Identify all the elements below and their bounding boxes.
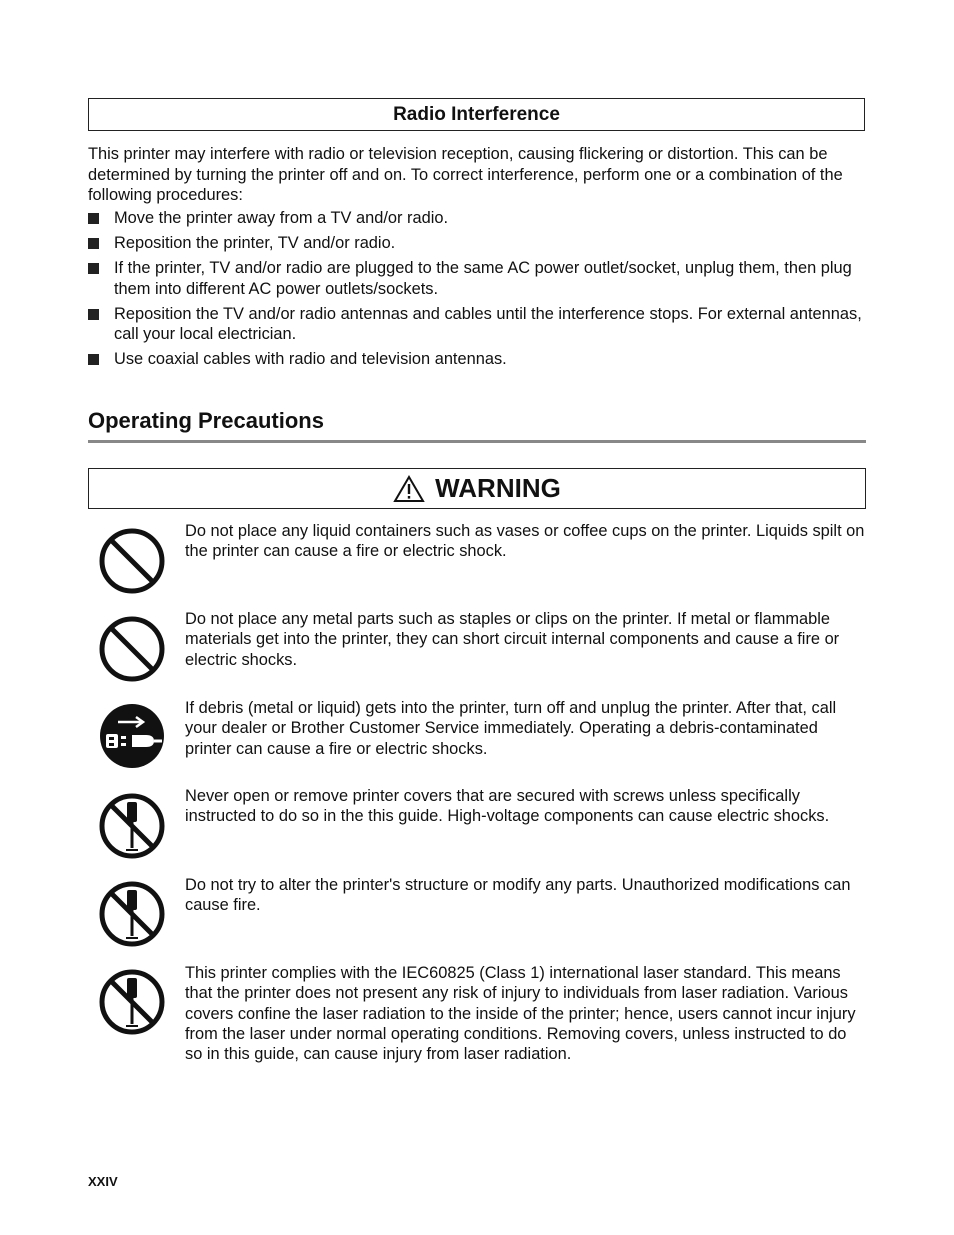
no-disassembly-icon — [98, 968, 166, 1036]
precaution-text: If debris (metal or liquid) gets into the printer, turn off and unplug the printer. After that, call your dealer or Brother Customer Service immediately. Operating a debris-contaminated printer can cause a fire or electric shocks. — [185, 699, 837, 758]
warning-triangle-icon — [393, 475, 425, 503]
operating-precautions-title: Operating Precautions — [88, 408, 324, 433]
list-item: If the printer, TV and/or radio are plugged to the same AC power outlet/socket, unplug them, then plug them into different AC power outlets/sockets. — [88, 258, 866, 299]
radio-procedure-list — [88, 208, 866, 374]
bullet-square-icon — [88, 238, 99, 249]
precaution-text: Never open or remove printer covers that are secured with screws unless specifically instructed to do so in the this guide. High-voltage components can cause electric shocks. — [185, 787, 830, 826]
precaution-text: Do not place any liquid containers such as vases or coffee cups on the printer. Liquids spilt on the printer can cause a fire or electric shock. — [185, 522, 865, 561]
list-item: Reposition the printer, TV and/or radio. — [88, 233, 866, 254]
warning-label: WARNING — [435, 473, 561, 503]
warning-banner — [88, 468, 866, 509]
section-divider — [88, 440, 866, 443]
prohibition-icon — [98, 615, 166, 683]
bullet-square-icon — [88, 354, 99, 365]
bullet-square-icon — [88, 263, 99, 274]
precaution-text: Do not place any metal parts such as staples or clips on the printer. If metal or flammable materials get into the printer, they can short circuit internal components and cause a fire or electric shocks. — [185, 610, 840, 669]
precaution-text: Do not try to alter the printer's structure or modify any parts. Unauthorized modifications can cause fire. — [185, 876, 851, 915]
bullet-square-icon — [88, 213, 99, 224]
bullet-square-icon — [88, 309, 99, 320]
radio-interference-heading-box — [88, 98, 865, 131]
no-disassembly-icon — [98, 792, 166, 860]
radio-interference-title: Radio Interference — [393, 103, 560, 125]
no-disassembly-icon — [98, 880, 166, 948]
radio-intro-paragraph: This printer may interfere with radio or television reception, causing flickering or distortion. This can be determined by turning the printer off and on. To correct interference, perform one or a combination of the following procedures: — [88, 145, 843, 204]
unplug-icon — [98, 702, 166, 770]
list-item: Move the printer away from a TV and/or radio. — [88, 208, 866, 229]
list-item: Reposition the TV and/or radio antennas and cables until the interference stops. For external antennas, call your local electrician. — [88, 304, 866, 345]
precaution-text: This printer complies with the IEC60825 (Class 1) international laser standard. This means that the printer does not present any risk of injury to individuals from laser radiation. Various covers confine the laser radiation to the inside of the printer; hence, users cannot incur injury from the laser under normal operating conditions. Removing covers, unless instructed to do so in this guide, can cause injury from laser radiation. — [185, 964, 856, 1064]
list-item: Use coaxial cables with radio and television antennas. — [88, 349, 866, 370]
prohibition-icon — [98, 527, 166, 595]
page-number: XXIV — [88, 1174, 118, 1189]
